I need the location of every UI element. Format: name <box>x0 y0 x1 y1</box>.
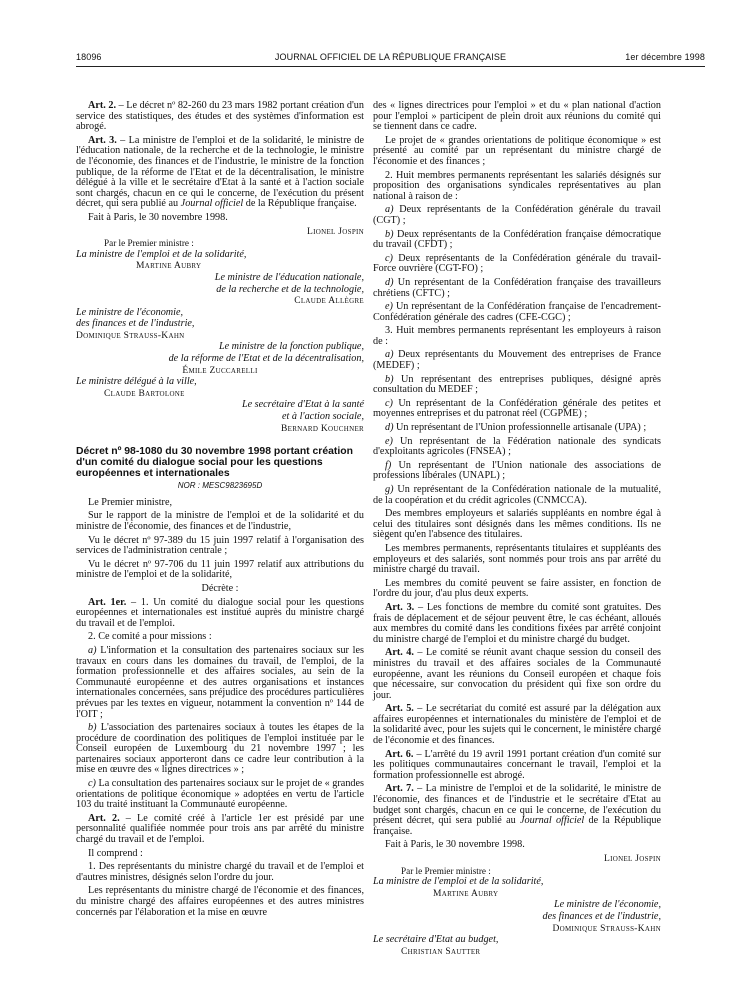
signature-ville-title: Le ministre délégué à la ville, <box>76 376 197 388</box>
nor-reference: NOR : MESC9823695D <box>177 481 263 491</box>
article-1-missions: 2. Ce comité a pour missions : <box>88 631 212 643</box>
decret-article-2: Art. 2. – Le comité créé à l'article 1er est présidé par une personnalité qualifiée nommée pour trois ans par arrêté du ministre chargé du travail et de l'emploi. <box>76 812 364 846</box>
decret-article-7: Art. 7. – La ministre de l'emploi et de la solidarité, le ministre de l'économie, des finances et de l'industrie et le secrétaire d'Etat au budget sont chargés, chacun en ce qui le concerne, de l'exécution du présent décret, qui sera publié au Journal officiel de la République française. <box>373 783 662 837</box>
article-1-b: b) L'association des partenaires sociaux à toutes les étapes de la procédure de coordination des politiques de l'emploi instituée par le Conseil européen de Luxembourg du 21 novembre 1997 ; les partenaires sociaux apporteront dans ce cadre leur contribution à la mise en œuvre des « lignes directrices » ; <box>76 722 364 776</box>
left-column <box>76 101 364 921</box>
signature-eco-title-2: des finances et de l'industrie, <box>76 318 195 330</box>
salaries-intro: 2. Huit membres permanents représentant les salariés désignés sur proposition des organisations syndicales représentatives au plan national à raison de : <box>373 169 661 202</box>
il-comprend: Il comprend : <box>88 847 143 859</box>
employeurs-c: c) Un représentant de la Confédération générale des petites et moyennes entreprises et du patronat réel (CGPME) ; <box>373 397 661 420</box>
sur-le-rapport: Sur le rapport de la ministre de l'emploi et de la solidarité et du ministre de l'économie, des finances et de l'industrie, <box>76 510 364 532</box>
signature-budget-title: Le secrétaire d'Etat au budget, <box>373 934 499 946</box>
vu-decret-2: Vu le décret nº 97-706 du 11 juin 1997 relatif aux attributions du ministre de l'emploi et de la solidarité, <box>76 558 364 581</box>
signature-pm: Lionel Jospin <box>307 226 364 237</box>
signature-fp-title-2: de la réforme de l'Etat et de la décentralisation, <box>168 353 364 365</box>
header-rule <box>76 66 705 67</box>
employeurs-d: d) Un représentant de l'Union professionnelle artisanale (UPA) ; <box>385 422 647 434</box>
employeurs-f: f) Un représentant de l'Union nationale des associations de professions libérales (UNAPL) ; <box>373 459 661 482</box>
article-1-a: a) L'information et la consultation des partenaires sociaux sur les travaux en cours dans les domaines du travail, de l'emploi, de la formation professionnelle et des affaires sociales, au sein de la Communauté européenne et des autres organisations et instances internationales concernées, sans préjudice des procédures particulières prévues par les textes en vigueur, notamment la convention nº 144 de l'OIT ; <box>76 644 364 720</box>
continuation-1: des « lignes directrices pour l'emploi » et du « plan national d'action pour l'emploi » participent de plein droit aux réunions du comité qui se tiennent dans ce cadre. <box>373 100 661 133</box>
signature-fp-title-1: Le ministre de la fonction publique, <box>218 341 364 353</box>
signature-sante-title-2: et à l'action sociale, <box>282 411 364 423</box>
right-column <box>373 101 661 958</box>
journal-title: JOURNAL OFFICIEL DE LA RÉPUBLIQUE FRANÇAISE <box>274 52 507 62</box>
signature-emploi-name: Martine Aubry <box>136 261 202 272</box>
article-1: Art. 1er. – 1. Un comité du dialogue social pour les questions européennes et internationales est institué auprès du ministre chargé du travail et de l'emploi. <box>76 596 364 629</box>
signature-eco-name-2: Dominique Strauss-Kahn <box>552 923 661 934</box>
article-1-c: c) La consultation des partenaires sociaux sur le projet de « grandes orientations de politique économique » adoptées en vertu de l'article 103 du traité instituant la Communauté européenne. <box>76 778 364 811</box>
signature-budget-name: Christian Sautter <box>401 946 481 957</box>
decrete: Décrète : <box>201 582 239 594</box>
par-le-premier-ministre-2: Par le Premier ministre : <box>401 865 491 876</box>
decret-article-6: Art. 6. – L'arrêté du 19 avril 1991 portant création d'un comité sur les politiques communautaires concernant le travail, l'emploi et la formation professionnelle est abrogé. <box>373 748 661 781</box>
signature-sante-name: Bernard Kouchner <box>281 423 364 434</box>
experts: Les membres du comité peuvent se faire assister, en fonction de l'ordre du jour, d'au plus deux experts. <box>373 577 661 600</box>
employeurs-a: a) Deux représentants du Mouvement des entreprises de France (MEDEF) ; <box>373 349 661 372</box>
signature-eco-title-1: Le ministre de l'économie, <box>76 306 184 318</box>
signature-educ-title-1: Le ministre de l'éducation nationale, <box>214 271 364 283</box>
suppleants: Des membres employeurs et salariés suppléants en nombre égal à celui des titulaires sont désignés dans les mêmes conditions. Ils ne siègent qu'en l'absence des titulaires. <box>373 508 661 541</box>
employeurs-b: b) Un représentant des entreprises publiques, désigné après consultation du MEDEF ; <box>373 373 661 396</box>
signature-emploi-title-2: La ministre de l'emploi et de la solidarité, <box>373 876 544 888</box>
premier-ministre: Le Premier ministre, <box>88 496 173 508</box>
salaries-e: e) Un représentant de la Confédération française de l'encadrement-Confédération générale des cadres (CFE-CGC) ; <box>373 301 661 323</box>
composition-1: 1. Des représentants du ministre chargé du travail et de l'emploi et d'autres ministres, désignés selon l'ordre du jour. <box>76 861 364 883</box>
employeurs-e: e) Un représentant de la Fédération nationale des syndicats d'exploitants agricoles (FNSEA) ; <box>373 435 661 458</box>
signature-educ-title-2: de la recherche et de la technologie, <box>216 283 364 295</box>
signature-ville-name: Claude Bartolone <box>104 388 185 399</box>
signature-emploi-name-2: Martine Aubry <box>433 888 499 899</box>
signature-fp-name: Émile Zuccarelli <box>182 365 258 376</box>
decret-title: Décret nº 98-1080 du 30 novembre 1998 portant création d'un comité du dialogue social pour les questions européennes et internationales <box>76 446 353 480</box>
continuation-2: Le projet de « grandes orientations de politique économique » est présenté au comité par un représentant du ministre chargé de l'économie et des finances ; <box>373 134 661 167</box>
employeurs-g: g) Un représentant de la Confédération nationale de la mutualité, de la coopération et du crédit agricoles (CNMCCA). <box>373 484 661 506</box>
fait-a-paris-2: Fait à Paris, le 30 novembre 1998. <box>385 839 525 851</box>
decret-article-5: Art. 5. – Le secrétariat du comité est assuré par la délégation aux affaires européennes et internationales du ministère de l'emploi et de la solidarité avec, pour les sujets qui le concernent, le ministère chargé de l'économie et des finances. <box>373 703 662 747</box>
employeurs-intro: 3. Huit membres permanents représentant les employeurs à raison de : <box>373 325 661 347</box>
signature-eco-title-1-2: Le ministre de l'économie, <box>553 899 661 911</box>
signature-eco-title-2-2: des finances et de l'industrie, <box>542 910 661 922</box>
signature-emploi-title: La ministre de l'emploi et de la solidarité, <box>76 248 247 260</box>
fait-a-paris: Fait à Paris, le 30 novembre 1998. <box>88 211 228 223</box>
membres-permanents: Les membres permanents, représentants titulaires et suppléants des employeurs et des salariés, sont nommés pour trois ans par arrêté du ministre chargé du travail. <box>373 542 661 576</box>
decret-article-3: Art. 3. – Les fonctions de membre du comité sont gratuites. Des frais de déplacement et de séjour peuvent être, le cas échéant, alloués aux membres du comité dans les conditions fixées par arrêté conjoint du ministre chargé de l'emploi et du ministre chargé du budget. <box>373 601 661 645</box>
signature-sante-title-1: Le secrétaire d'Etat à la santé <box>241 399 364 411</box>
decret-article-4: Art. 4. – Le comité se réunit avant chaque session du conseil des ministres du travail et des affaires sociales de la Communauté européenne, avant les réunions du Conseil européen et chaque fois que nécessaire, sur convocation du président qui fixe son ordre du jour. <box>373 647 661 701</box>
salaries-d: d) Un représentant de la Confédération française des travailleurs chrétiens (CFTC) ; <box>373 276 661 299</box>
signature-eco-name: Dominique Strauss-Kahn <box>76 330 185 341</box>
article-3: Art. 3. – La ministre de l'emploi et de la solidarité, le ministre de l'éducation nationale, de la recherche et de la technologie, le ministre de l'économie, des finances et de l'industrie, le ministre de la fonction publique, de la réforme de l'Etat et de la décentralisation, le ministre délégué à la ville et le secrétaire d'Etat à la santé et à l'action sociale sont chargés, chacun en ce qui le concerne, de l'exécution du présent décret, qui sera publié au Journal officiel de la République française. <box>76 134 364 210</box>
salaries-b: b) Deux représentants de la Confédération française démocratique du travail (CFDT) ; <box>373 228 661 251</box>
article-2: Art. 2. – Le décret nº 82-260 du 23 mars 1982 portant création d'un service des statistiques, des études et des systèmes d'information est abrogé. <box>76 100 364 133</box>
vu-decret-1: Vu le décret nº 97-389 du 15 juin 1997 relatif à l'organisation des services de l'administration centrale ; <box>76 534 364 557</box>
signature-educ-name: Claude Allègre <box>294 296 364 307</box>
salaries-c: c) Deux représentants de la Confédération générale du travail-Force ouvrière (CGT-FO) ; <box>373 252 661 275</box>
issue-date: 1er décembre 1998 <box>625 52 705 62</box>
signature-pm-2: Lionel Jospin <box>604 854 661 864</box>
par-le-premier-ministre: Par le Premier ministre : <box>104 238 194 249</box>
composition-1b: Les représentants du ministre chargé de l'économie et des finances, du ministre chargé des affaires européennes et des autres ministres concernés par l'élaboration et la mise en œuvre <box>76 885 364 918</box>
salaries-a: a) Deux représentants de la Confédération générale du travail (CGT) ; <box>373 204 661 226</box>
page-number: 18096 <box>76 52 102 62</box>
